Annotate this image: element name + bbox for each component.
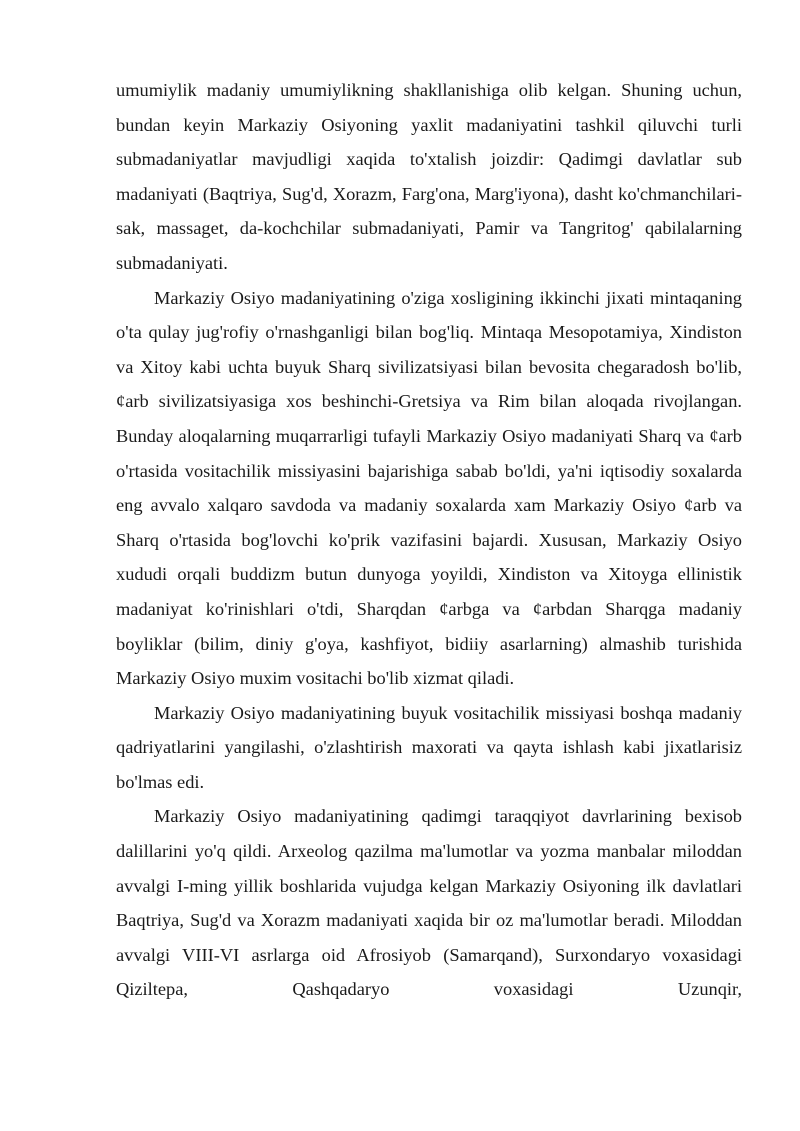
paragraph-2: Markaziy Osiyo madaniyatining o'ziga xosligining ikkinchi jixati mintaqaning o'ta qulay jug'rofiy o'rnashganligi bilan bog'liq. Mintaqa Mesopotamiya, Xindiston va Xitoy kabi uchta buyuk Sharq sivilizatsiyasi bilan bevosita chegaradosh bo'lib, ¢arb sivilizatsiyasiga xos beshinchi-Gretsiya va Rim bilan aloqada rivojlangan. Bunday aloqalarning muqarrarligi tufayli Markaziy Osiyo madaniyati Sharq va ¢arb o'rtasida vositachilik missiyasini bajarishiga sabab bo'ldi, ya'ni iqtisodiy soxalarda eng avvalo xalqaro savdoda va madaniy soxalarda xam Markaziy Osiyo ¢arb va Sharq o'rtasida bog'lovchi ko'prik vazifasini bajardi. Xususan, Markaziy Osiyo xududi orqali buddizm butun dunyoga yoyildi, Xindiston va Xitoyga ellinistik madaniyat ko'rinishlari o'tdi, Sharqdan ¢arbga va ¢arbdan Sharqga madaniy boyliklar (bilim, diniy g'oya, kashfiyot, bidiiy asarlarning) almashib turishida Markaziy Osiyo muxim vositachi bo'lib xizmat qiladi. (116, 287, 742, 689)
paragraph-3: Markaziy Osiyo madaniyatining buyuk vositachilik missiyasi boshqa madaniy qadriyatlarini yangilashi, o'zlashtirish maxorati va qayta ishlash kabi jixatlarisiz bo'lmas edi. (116, 702, 742, 792)
document-page (116, 73, 742, 1007)
paragraph-1: umumiylik madaniy umumiylikning shakllanishiga olib kelgan. Shuning uchun, bundan keyin Markaziy Osiyoning yaxlit madaniyatini tashkil qiluvchi turli submadaniyatlar mavjudligi xaqida to'xtalish joizdir: Qadimgi davlatlar sub madaniyati (Baqtriya, Sug'd, Xorazm, Farg'ona, Marg'iyona), dasht ko'chmanchilari-sak, massaget, da-kochchilar submadaniyati, Pamir va Tangritog' qabilalarning submadaniyati. (116, 80, 742, 273)
paragraph-4: Markaziy Osiyo madaniyatining qadimgi taraqqiyot davrlarining bexisob dalillarini yo'q qildi. Arxeolog qazilma ma'lumotlar va yozma manbalar miloddan avvalgi I-ming yillik boshlarida vujudga kelgan Markaziy Osiyoning ilk davlatlari Baqtriya, Sug'd va Xorazm madaniyati xaqida bir oz ma'lumotlar beradi. Miloddan avvalgi VIII-VI asrlarga oid Afrosiyob (Samarqand), Surxondaryo voxasidagi Qiziltepa, Qashqadaryo voxasidagi Uzunqir, (116, 806, 742, 1000)
